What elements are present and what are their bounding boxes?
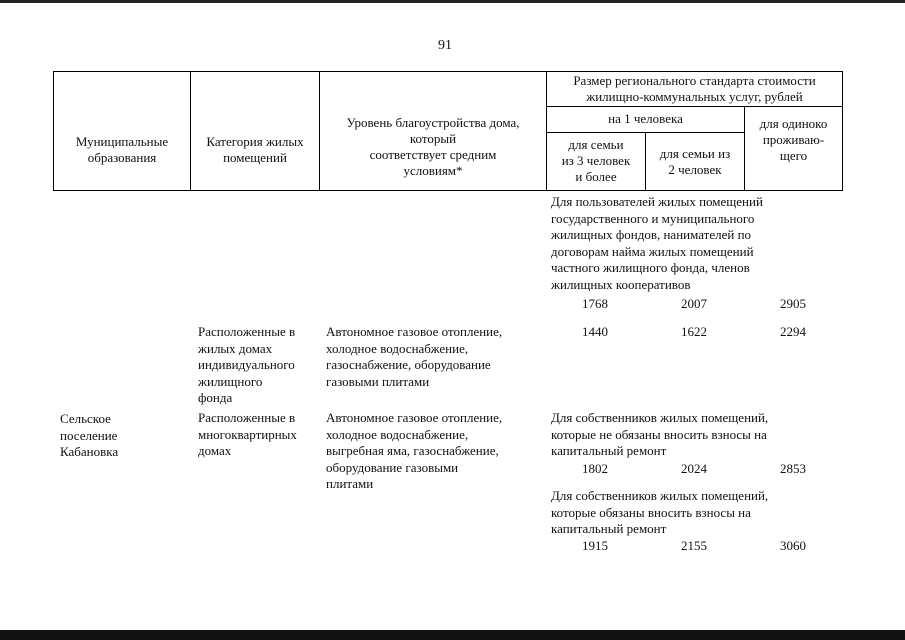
category-individual-housing: Расположенные в жилых домах индивидуального жилищного фонда <box>198 324 296 405</box>
section-title-owners-not-obliged: Для собственников жилых помещений, которые не обязаны вносить взносы на капитальный ремонт <box>551 410 769 458</box>
header-municipality: Муниципальные образования <box>75 134 169 165</box>
section-title-owners-obliged: Для собственников жилых помещений, которые обязаны вносить взносы на капитальный ремонт <box>551 488 769 536</box>
header-single: для одиноко проживаю- щего <box>759 116 828 163</box>
header-bottom-line <box>53 190 842 191</box>
header-family-3: для семьи из 3 человек и более <box>561 137 631 184</box>
header-family-2: для семьи из 2 человек <box>659 146 731 177</box>
value-individual-family3: 1440 <box>582 324 608 339</box>
header-category: Категория жилых помещений <box>206 134 304 165</box>
value-owners-not-obliged-family3: 1802 <box>582 461 608 476</box>
value-owners-not-obliged-single: 2853 <box>780 461 806 476</box>
amenities-individual-housing: Автономное газовое отопление, холодное водоснабжение, газоснабжение, оборудование газовыми плитами <box>326 324 503 389</box>
value-owners-obliged-single: 3060 <box>780 538 806 553</box>
value-individual-family2: 1622 <box>681 324 707 339</box>
header-standard-group: Размер регионального стандарта стоимости жилищно-коммунальных услуг, рублей <box>573 73 816 104</box>
category-apartment-buildings: Расположенные в многоквартирных домах <box>198 410 297 458</box>
col-line-0 <box>53 71 54 191</box>
col-line-1 <box>190 71 191 191</box>
value-tenants-family3: 1768 <box>582 296 608 311</box>
header-top-line <box>53 71 842 72</box>
page-number: 91 <box>438 38 452 53</box>
value-owners-not-obliged-family2: 2024 <box>681 461 707 476</box>
value-owners-obliged-family2: 2155 <box>681 538 707 553</box>
top-border <box>0 0 905 3</box>
value-tenants-family2: 2007 <box>681 296 707 311</box>
header-amenities: Уровень благоустройства дома, который соответствует средним условиям* <box>346 115 520 178</box>
municipality-name: Сельское поселение Кабановка <box>60 411 119 459</box>
value-owners-obliged-family3: 1915 <box>582 538 608 553</box>
group-subline <box>546 106 842 107</box>
bottom-border <box>0 630 905 640</box>
header-per-person: на 1 человека <box>608 111 683 126</box>
value-individual-single: 2294 <box>780 324 806 339</box>
amenities-apartment-buildings: Автономное газовое отопление, холодное водоснабжение, выгребная яма, газоснабжение, оборудование газовыми плитами <box>326 410 503 491</box>
value-tenants-single: 2905 <box>780 296 806 311</box>
col-line-6 <box>842 71 843 191</box>
section-title-tenants: Для пользователей жилых помещений государственного и муниципального жилищных фондов, нанимателей по договорам найма жилых помещений частного жилищного фонда, членов жилищных кооперативов <box>551 194 763 292</box>
